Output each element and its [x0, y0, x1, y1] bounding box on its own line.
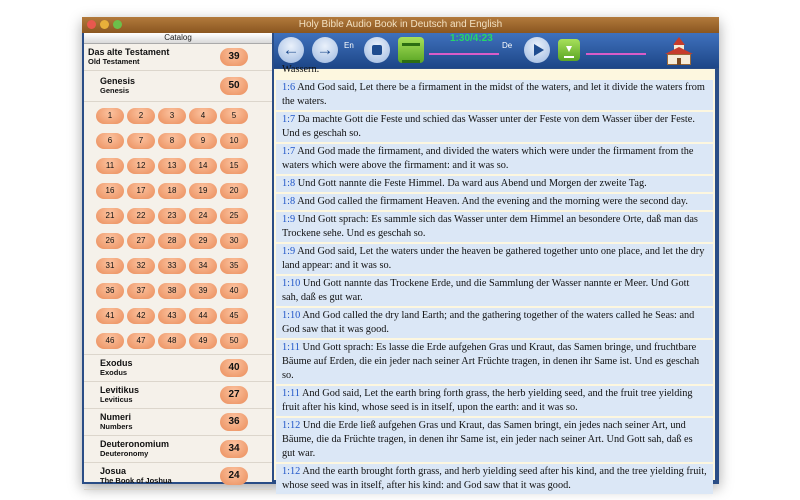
- app-window: [82, 17, 719, 491]
- testament-subtitle: Old Testament: [88, 57, 140, 66]
- verse[interactable]: [276, 80, 713, 110]
- chapter-grid: [84, 102, 272, 355]
- book-count-badge: 27: [220, 386, 248, 404]
- chapter-button[interactable]: 40: [220, 283, 248, 299]
- chapter-button[interactable]: 46: [96, 333, 124, 349]
- catalog-header: Catalog: [84, 33, 272, 44]
- chapter-button[interactable]: 3: [158, 108, 186, 124]
- verse[interactable]: [276, 244, 713, 274]
- chapter-button[interactable]: 34: [189, 258, 217, 274]
- stop-icon: [372, 45, 382, 55]
- testament-count-badge: 39: [220, 48, 248, 66]
- book-count-badge: 50: [220, 77, 248, 95]
- chapter-button[interactable]: 2: [127, 108, 155, 124]
- book-count-badge: 34: [220, 440, 248, 458]
- stop-button[interactable]: [364, 37, 390, 63]
- verse-number[interactable]: 1:12: [282, 420, 301, 431]
- chapter-button[interactable]: 38: [158, 283, 186, 299]
- chapter-button[interactable]: 16: [96, 183, 124, 199]
- chapter-button[interactable]: 7: [127, 133, 155, 149]
- verse[interactable]: [276, 176, 713, 192]
- verse-number[interactable]: 1:10: [282, 278, 301, 289]
- playback-time: 1:30/4:23: [450, 33, 493, 44]
- download-icon: [564, 44, 574, 58]
- book-item[interactable]: [84, 355, 272, 382]
- top-fragment: Wassern.: [282, 64, 320, 75]
- book-title: Josua: [100, 466, 127, 476]
- chapter-button[interactable]: 15: [220, 158, 248, 174]
- english-label: En: [344, 41, 354, 50]
- chapter-button[interactable]: 6: [96, 133, 124, 149]
- book-item-genesis[interactable]: [84, 71, 272, 102]
- chapter-button[interactable]: 17: [127, 183, 155, 199]
- verse[interactable]: [276, 340, 713, 384]
- english-slider[interactable]: [429, 53, 499, 55]
- chapter-button[interactable]: 42: [127, 308, 155, 324]
- back-button[interactable]: [278, 37, 304, 63]
- chapter-button[interactable]: 22: [127, 208, 155, 224]
- book-subtitle: The Book of Joshua: [100, 476, 172, 485]
- chapter-button[interactable]: 33: [158, 258, 186, 274]
- arrow-right-icon: →: [316, 40, 334, 59]
- arrow-left-icon: ←: [282, 40, 300, 59]
- book-subtitle: Exodus: [100, 368, 128, 377]
- verse-text: And God called the dry land Earth; and the gathering together of the waters called he Seas: and God saw that it was good.: [282, 310, 695, 335]
- chapter-button[interactable]: 12: [127, 158, 155, 174]
- chapter-button[interactable]: 39: [189, 283, 217, 299]
- book-title: Numeri: [100, 412, 132, 422]
- chapter-button[interactable]: 4: [189, 108, 217, 124]
- book-item[interactable]: [84, 409, 272, 436]
- verse-number[interactable]: 1:6: [282, 82, 296, 93]
- book-count-badge: 40: [220, 359, 248, 377]
- german-slider[interactable]: [586, 53, 646, 55]
- verse[interactable]: [276, 276, 713, 306]
- chapter-button[interactable]: 25: [220, 208, 248, 224]
- verse-text: Und Gott sprach: Es lasse die Erde aufgehen Gras und Kraut, das Samen bringe, und fruchtbare Bäume auf Erden, die ein jeder nach seiner Art Früchte tragen, in denen ihr Same ist. Und es geschah so.: [282, 342, 700, 381]
- verse-text: And God said, Let the waters under the heaven be gathered together unto one place, and let the dry land appear: and it was so.: [282, 246, 705, 271]
- chapter-button[interactable]: 50: [220, 333, 248, 349]
- testament-item[interactable]: [84, 44, 272, 71]
- chapter-button[interactable]: 5: [220, 108, 248, 124]
- book-title: Genesis: [100, 76, 136, 86]
- chapter-button[interactable]: 36: [96, 283, 124, 299]
- verse-text: Und die Erde ließ aufgehen Gras und Kraut, das Samen bringt, ein jedes nach seiner Art, und Bäume, die da Früchte tragen, in denen ihr Same ist, ein jeder nach seiner Art. Und Gott sah, daß es gut war.: [282, 420, 693, 459]
- chapter-button[interactable]: 1: [96, 108, 124, 124]
- chapter-button[interactable]: 21: [96, 208, 124, 224]
- scripture-text-panel[interactable]: [274, 64, 715, 491]
- book-item[interactable]: [84, 436, 272, 463]
- book-subtitle: Deuteronomy: [100, 449, 149, 458]
- catalog-sidebar: [84, 33, 272, 485]
- title-bar: [82, 17, 719, 33]
- chapter-button[interactable]: 8: [158, 133, 186, 149]
- chapter-button[interactable]: 27: [127, 233, 155, 249]
- chapter-button[interactable]: 10: [220, 133, 248, 149]
- chapter-button[interactable]: 19: [189, 183, 217, 199]
- chapter-button[interactable]: 48: [158, 333, 186, 349]
- chapter-button[interactable]: 31: [96, 258, 124, 274]
- book-count-badge: 24: [220, 467, 248, 485]
- verse-number[interactable]: 1:11: [282, 342, 300, 353]
- verse-text: And God made the firmament, and divided the waters which were under the firmament from the waters which were above the firmament: and it was so.: [282, 146, 694, 171]
- verse[interactable]: [276, 308, 713, 338]
- verse-number[interactable]: 1:8: [282, 178, 296, 189]
- verse-text: And God said, Let there be a firmament in the midst of the waters, and let it divide the waters from the waters.: [282, 82, 705, 107]
- chapter-button[interactable]: 37: [127, 283, 155, 299]
- verse[interactable]: [276, 194, 713, 210]
- window-title: Holy Bible Audio Book in Deutsch and English: [298, 19, 503, 30]
- chapter-button[interactable]: 14: [189, 158, 217, 174]
- verse-text: Und Gott nannte die Feste Himmel. Da ward aus Abend und Morgen der zweite Tag.: [297, 178, 647, 189]
- chapter-button[interactable]: 18: [158, 183, 186, 199]
- verse[interactable]: [276, 144, 713, 174]
- download-button[interactable]: [558, 39, 580, 61]
- verse-text: And the earth brought forth grass, and herb yielding seed after his kind, and the tree yielding fruit, whose seed was in itself, after his kind: and God saw that it was good.: [282, 466, 707, 491]
- chapter-button[interactable]: 9: [189, 133, 217, 149]
- chapter-button[interactable]: 43: [158, 308, 186, 324]
- book-count-badge: 36: [220, 413, 248, 431]
- chapter-button[interactable]: 44: [189, 308, 217, 324]
- verse[interactable]: [276, 112, 713, 142]
- chapter-button[interactable]: 30: [220, 233, 248, 249]
- chapter-button[interactable]: 35: [220, 258, 248, 274]
- verse-number[interactable]: 1:8: [282, 196, 296, 207]
- chapter-button[interactable]: 13: [158, 158, 186, 174]
- forward-button[interactable]: [312, 37, 338, 63]
- verse-number[interactable]: 1:9: [282, 214, 296, 225]
- chapter-button[interactable]: 26: [96, 233, 124, 249]
- verse-number[interactable]: 1:7: [282, 114, 296, 125]
- book-item[interactable]: [84, 382, 272, 409]
- verse-number[interactable]: 1:12: [282, 466, 301, 477]
- book-title: Levitikus: [100, 385, 140, 395]
- verse[interactable]: [276, 386, 713, 416]
- verse-number[interactable]: 1:9: [282, 246, 296, 257]
- book-subtitle: Leviticus: [100, 395, 133, 404]
- verse[interactable]: [276, 212, 713, 242]
- layers-button[interactable]: [398, 37, 424, 63]
- chapter-button[interactable]: 49: [189, 333, 217, 349]
- verse-number[interactable]: 1:11: [282, 388, 300, 399]
- verse[interactable]: [276, 418, 713, 462]
- german-label: De: [502, 41, 513, 50]
- chapter-button[interactable]: 29: [189, 233, 217, 249]
- play-icon: [534, 44, 544, 56]
- verse-text: Da machte Gott die Feste und schied das Wasser unter der Feste von dem Wasser über der Feste. Und es geschah so.: [282, 114, 695, 139]
- chapter-button[interactable]: 23: [158, 208, 186, 224]
- verse-text: Und Gott sprach: Es sammle sich das Wasser unter dem Himmel an besondere Orte, daß man das Trockene sehe. Und es geschah so.: [282, 214, 698, 239]
- verse-number[interactable]: 1:10: [282, 310, 301, 321]
- book-subtitle: Numbers: [100, 422, 133, 431]
- chapter-button[interactable]: 20: [220, 183, 248, 199]
- book-title: Deuteronomium: [100, 439, 170, 449]
- chapter-button[interactable]: 24: [189, 208, 217, 224]
- book-item[interactable]: [84, 463, 272, 490]
- verse[interactable]: [276, 464, 713, 494]
- chapter-button[interactable]: 11: [96, 158, 124, 174]
- chapter-button[interactable]: 45: [220, 308, 248, 324]
- chapter-button[interactable]: 28: [158, 233, 186, 249]
- chapter-button[interactable]: 47: [127, 333, 155, 349]
- book-list: [84, 355, 272, 490]
- verse-text: And God said, Let the earth bring forth grass, the herb yielding seed, and the fruit tree yielding fruit after his kind, whose seed is in itself, upon the earth: and it was so.: [282, 388, 693, 413]
- chapter-button[interactable]: 32: [127, 258, 155, 274]
- book-subtitle: Genesis: [100, 86, 130, 95]
- layers-icon: [402, 43, 420, 63]
- verse-text: And God called the firmament Heaven. And the evening and the morning were the second day.: [297, 196, 688, 207]
- chapter-button[interactable]: 41: [96, 308, 124, 324]
- verse-number[interactable]: 1:7: [282, 146, 296, 157]
- verse-text: Und Gott nannte das Trockene Erde, und die Sammlung der Wasser nannte er Meer. Und Gott sah, daß es gut war.: [282, 278, 690, 303]
- testament-title: Das alte Testament: [88, 47, 170, 57]
- play-button[interactable]: [524, 37, 550, 63]
- book-title: Exodus: [100, 358, 133, 368]
